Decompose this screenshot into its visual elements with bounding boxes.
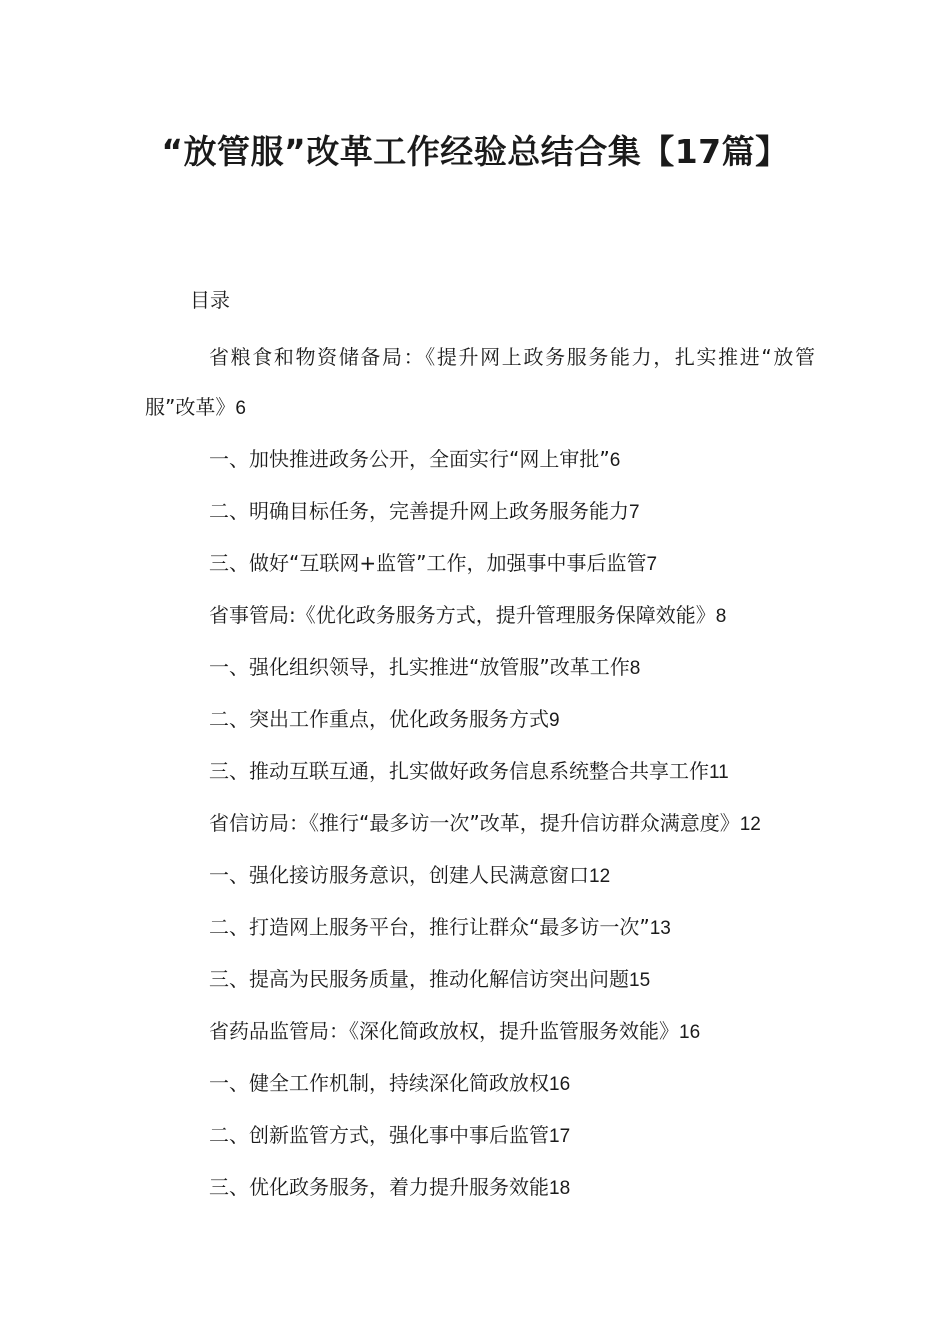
toc-entry[interactable]	[145, 642, 815, 694]
toc-entry-text: 三、优化政务服务，着力提升服务效能	[209, 1175, 549, 1199]
toc-page-number: 12	[589, 866, 611, 887]
toc-entry[interactable]	[145, 332, 815, 434]
toc-entry[interactable]	[145, 798, 815, 850]
toc-page-number: 7	[629, 502, 640, 523]
toc-page-number: 8	[715, 606, 727, 627]
toc-page-number: 9	[549, 710, 560, 731]
toc-entry[interactable]	[145, 746, 815, 798]
toc-entry[interactable]	[145, 590, 815, 642]
toc-entry-text: 二、突出工作重点，优化政务服务方式	[209, 707, 549, 731]
toc-entry-text: 一、加快推进政务公开，全面实行“网上审批”	[209, 447, 610, 471]
toc-entry[interactable]	[145, 850, 815, 902]
toc-entry[interactable]	[145, 954, 815, 1006]
toc-page-number: 11	[709, 762, 729, 783]
toc-entry-text: 省信访局：《推行“最多访一次”改革，提升信访群众满意度》	[209, 811, 740, 835]
toc-entry-text: 三、提高为民服务质量，推动化解信访突出问题	[209, 967, 629, 991]
toc-page-number: 18	[549, 1178, 571, 1199]
toc-page-number: 8	[629, 658, 641, 679]
toc-entry[interactable]	[145, 434, 815, 486]
toc-entry-text: 省药品监管局：《深化简政放权，提升监管服务效能》	[209, 1019, 679, 1043]
toc-entry[interactable]	[145, 694, 815, 746]
toc-entry[interactable]	[145, 486, 815, 538]
table-of-contents	[145, 332, 815, 1214]
toc-entry-text: 二、打造网上服务平台，推行让群众“最多访一次”	[209, 915, 650, 939]
toc-page-number: 12	[739, 814, 761, 835]
toc-entry[interactable]	[145, 1110, 815, 1162]
toc-entry-text: 省粮食和物资储备局：《提升网上政务服务能力，扎实推进“放管服”改革》	[145, 345, 815, 419]
toc-entry-text: 一、健全工作机制，持续深化简政放权	[209, 1071, 549, 1095]
toc-entry[interactable]	[145, 1006, 815, 1058]
toc-page-number: 13	[649, 918, 671, 939]
toc-page-number: 6	[235, 398, 246, 419]
toc-entry[interactable]	[145, 1162, 815, 1214]
toc-page-number: 17	[549, 1126, 571, 1147]
toc-page-number: 6	[609, 450, 621, 471]
toc-page-number: 15	[629, 970, 651, 991]
toc-entry[interactable]	[145, 1058, 815, 1110]
toc-entry-text: 二、创新监管方式，强化事中事后监管	[209, 1123, 549, 1147]
toc-entry-text: 一、强化组织领导，扎实推进“放管服”改革工作	[209, 655, 630, 679]
toc-entry-text: 三、推动互联互通，扎实做好政务信息系统整合共享工作	[209, 759, 709, 783]
toc-page-number: 7	[646, 554, 658, 575]
toc-page-number: 16	[679, 1022, 701, 1043]
toc-entry[interactable]	[145, 538, 815, 590]
toc-entry[interactable]	[145, 902, 815, 954]
toc-page-number: 16	[549, 1074, 571, 1095]
toc-entry-text: 三、做好“互联网+监管”工作，加强事中事后监管	[209, 551, 647, 575]
toc-entry-text: 一、强化接访服务意识，创建人民满意窗口	[209, 863, 589, 887]
toc-entry-text: 二、明确目标任务，完善提升网上政务服务能力	[209, 499, 629, 523]
toc-heading: 目录	[190, 288, 230, 312]
document-title: “放管服”改革工作经验总结合集【17篇】	[161, 132, 789, 171]
toc-entry-text: 省事管局:《优化政务服务方式，提升管理服务保障效能》	[209, 603, 716, 627]
